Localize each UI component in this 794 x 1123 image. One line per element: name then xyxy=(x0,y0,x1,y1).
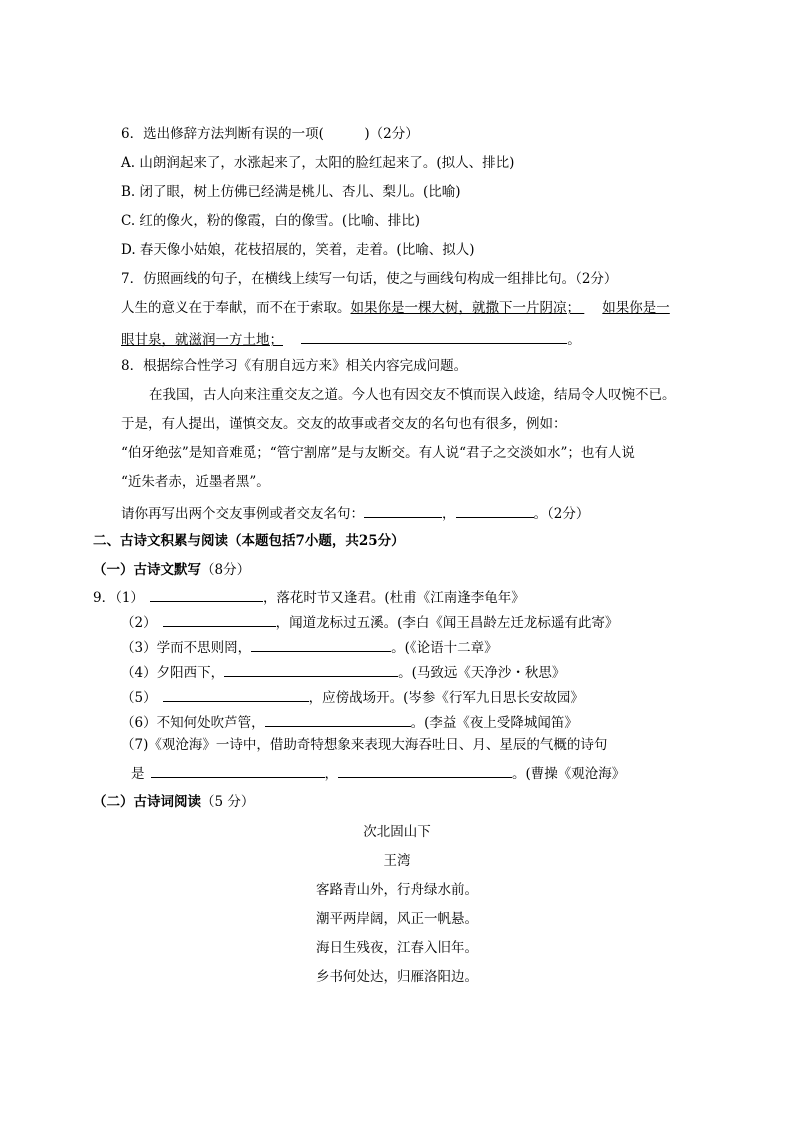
q8-stem: 8．根据综合性学习《有朋自远方来》相关内容完成问题。 xyxy=(121,358,468,374)
q9-3-text: 。(《论语十二章》 xyxy=(391,640,498,656)
q8-blank-2[interactable] xyxy=(456,505,534,518)
q9-6-text: 。(李益《夜上受降城闻笛》 xyxy=(410,715,578,731)
q9-7-sep: ， xyxy=(324,766,338,782)
q9-7-line2 xyxy=(131,765,625,782)
q7-period: 。 xyxy=(567,332,581,348)
q8-para-2: 于是，有人提出，谨慎交友。交友的故事或者交友的名句也有很多，例如： xyxy=(121,416,567,432)
q8-question xyxy=(121,505,589,522)
q9-3 xyxy=(121,639,498,656)
q7-underlined-1: 如果你是一棵大树，就撒下一片阴凉； xyxy=(350,300,580,316)
subsection-2-score: （5 分） xyxy=(201,794,255,810)
q9-1-num: 9．（1） xyxy=(93,590,144,606)
q9-3-blank[interactable] xyxy=(251,639,391,652)
q9-7-blank-2[interactable] xyxy=(338,765,512,778)
q7-stem: 7．仿照画线的句子，在横线上续写一句话，使之与画线句构成一组排比句。（2分） xyxy=(121,271,618,287)
q7-answer-blank[interactable] xyxy=(301,331,567,344)
q9-7-pre: 是 xyxy=(131,766,145,782)
q9-5 xyxy=(121,689,584,706)
q8-tail: 。（2分） xyxy=(533,506,590,522)
section2-title: 二、古诗文积累与阅读（本题包括7小题，共25分） xyxy=(93,533,405,549)
q9-7-end: 。(曹操《观沧海》 xyxy=(512,766,626,782)
q9-3-num: （3） xyxy=(121,640,157,656)
q6-option-b: B. 闭了眼，树上仿佛已经满是桃儿、杏儿、梨儿。(比喻) xyxy=(121,184,461,200)
q7-line2 xyxy=(121,331,581,348)
q9-2-num: （2） xyxy=(121,615,157,631)
q7-text: 人生的意义在于奉献，而不在于索取。 xyxy=(121,300,351,316)
q8-para-1: 在我国，古人向来注重交友之道。今人也有因交友不慎而误入歧途，结局令人叹惋不已。 xyxy=(149,387,676,403)
q8-ask: 请你再写出两个交友事例或者交友名句： xyxy=(121,506,364,522)
q8-para-4: “近朱者赤，近墨者黑”。 xyxy=(121,474,270,490)
q6-option-a: A. 山朗润起来了，水涨起来了，太阳的脸红起来了。(拟人、排比) xyxy=(121,155,515,171)
subsection-1-label: （一）古诗文默写 xyxy=(93,562,201,578)
poem-line: 乡书何处达，归雁洛阳边。 xyxy=(316,969,478,985)
q8-sep: ， xyxy=(442,506,456,522)
q9-6-num: （6） xyxy=(121,715,157,731)
q6-option-c: C. 红的像火，粉的像霞，白的像雪。(比喻、排比) xyxy=(121,213,420,229)
q9-6-blank[interactable] xyxy=(265,714,411,727)
q7-underlined-3: 眼甘泉，就滋润一方土地； xyxy=(121,332,283,348)
q7-line1 xyxy=(121,302,670,316)
poem-author: 王湾 xyxy=(383,853,411,869)
q9-1-blank[interactable] xyxy=(150,589,263,602)
q9-2-blank[interactable] xyxy=(163,614,276,627)
q8-para-3: “伯牙绝弦”是知音难觅；“管宁割席”是与友断交。有人说“君子之交淡如水”；也有人说 xyxy=(121,445,635,461)
subsection-2-title xyxy=(93,796,254,810)
q9-2-text: ，闻道龙标过五溪。(李白《闻王昌龄左迁龙标遥有此寄》 xyxy=(275,615,619,631)
q9-5-text: ，应傍战场开。(岑参《行军九日思长安故园》 xyxy=(308,690,584,706)
subsection-1-title xyxy=(93,564,250,578)
poem-line: 海日生残夜，江春入旧年。 xyxy=(316,940,478,956)
q6-stem: 6．选出修辞方法判断有误的一项( )（2分） xyxy=(121,126,419,142)
poem-title: 次北固山下 xyxy=(363,824,431,840)
q9-1 xyxy=(93,589,525,606)
poem-line: 客路青山外，行舟绿水前。 xyxy=(316,882,478,898)
q7-underlined-2: 如果你是一 xyxy=(602,300,670,316)
q9-4-blank[interactable] xyxy=(224,664,398,677)
subsection-1-score: （8分） xyxy=(201,562,251,578)
q9-7-blank-1[interactable] xyxy=(151,765,325,778)
q6-option-d: D. 春天像小姑娘，花枝招展的，笑着，走着。(比喻、拟人) xyxy=(121,242,475,258)
q9-1-text: ，落花时节又逢君。(杜甫《江南逢李龟年》 xyxy=(262,590,525,606)
poem-line: 潮平两岸阔，风正一帆悬。 xyxy=(316,911,478,927)
q9-5-num: （5） xyxy=(121,690,157,706)
q9-4 xyxy=(121,664,565,681)
q9-5-blank[interactable] xyxy=(163,689,309,702)
subsection-2-label: （二）古诗词阅读 xyxy=(93,794,201,810)
q9-6-pre: 不知何处吹芦管， xyxy=(156,715,265,731)
q8-blank-1[interactable] xyxy=(364,505,442,518)
q9-4-pre: 夕阳西下， xyxy=(156,665,225,681)
q9-3-pre: 学而不思则罔， xyxy=(156,640,252,656)
q9-6 xyxy=(121,714,578,731)
q9-4-num: （4） xyxy=(121,665,157,681)
q9-2 xyxy=(121,614,618,631)
q9-4-text: 。(马致远《天净沙・秋思》 xyxy=(398,665,566,681)
q9-7-line1: （7)《观沧海》一诗中，借助奇特想象来表现大海吞吐日、月、星辰的气概的诗句 xyxy=(121,737,608,753)
